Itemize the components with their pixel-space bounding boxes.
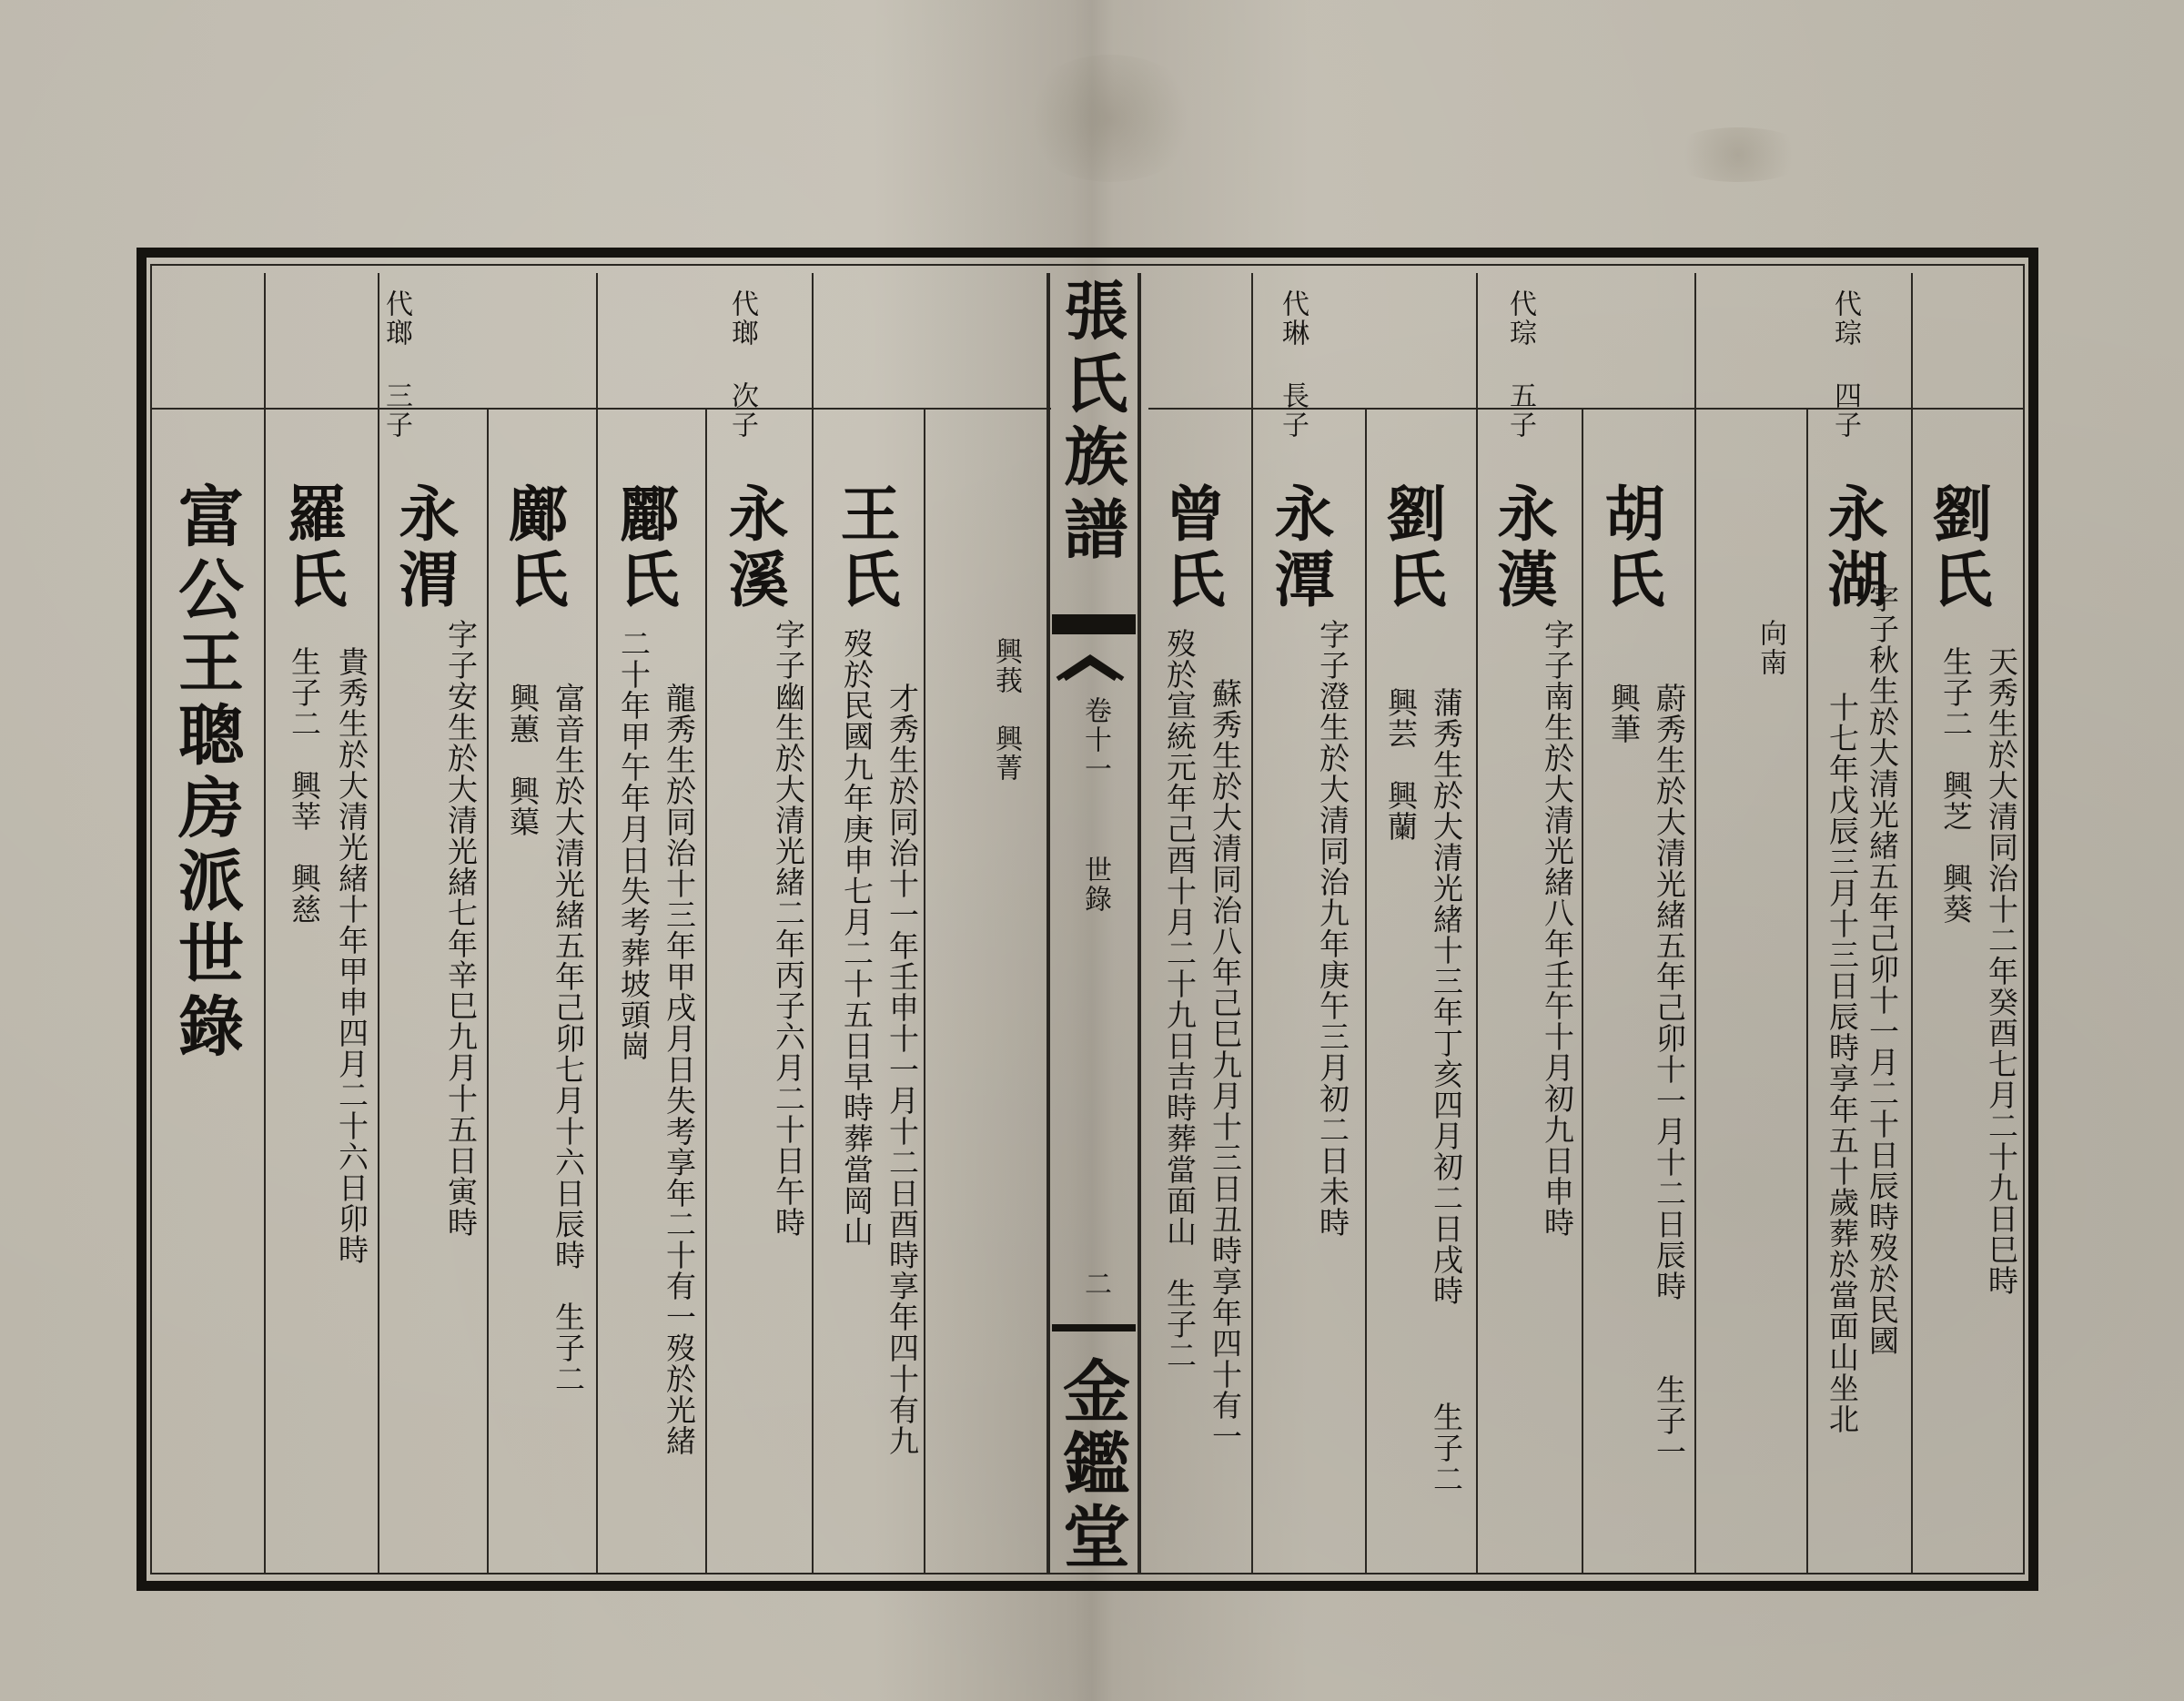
column-line: [487, 410, 489, 1574]
entry-extra: 生子二 興莘 興慈: [287, 646, 322, 925]
entry-name: 劉氏: [1376, 482, 1447, 613]
hall-name: 金鑑堂: [1052, 1356, 1130, 1574]
entry-name: 酈氏: [609, 482, 680, 613]
center-border-left: [1046, 273, 1050, 1574]
column-line: [1694, 273, 1696, 1574]
paper-stain: [1665, 127, 1811, 182]
sons-note: 興莪 興菁: [990, 637, 1022, 783]
entry-sons: 生子二: [1429, 1402, 1464, 1494]
column-line: [1365, 410, 1367, 1574]
entry-text: 字子安生於大清光緒七年辛巳九月十五日寅時: [443, 619, 479, 1238]
entry-sons: 生子一: [1652, 1374, 1687, 1467]
header-label: 代琮 四子: [1829, 289, 1861, 440]
entry-text: 蔚秀生於大清光緒五年己卯十一月十二日辰時: [1652, 683, 1687, 1301]
entry-text: 富音生於大清光緒五年己卯七月十六日辰時 生子二: [551, 683, 586, 1394]
paper-stain: [1019, 55, 1201, 182]
entry-text: 字子幽生於大清光緒二年丙子六月二十日午時: [771, 619, 806, 1238]
column-line: [378, 273, 379, 1574]
column-line: [1582, 410, 1583, 1574]
center-band: [1052, 1324, 1136, 1331]
entry-name: 永潭: [1264, 482, 1335, 613]
entry-text: 字子澄生於大清同治九年庚午三月初二日未時: [1315, 619, 1350, 1238]
entry-extra: 歿於宣統元年己酉十月二十九日吉時葬當面山 生子二: [1162, 628, 1198, 1371]
center-band: [1052, 614, 1136, 634]
entry-name: 永漢: [1487, 482, 1558, 613]
entry-note: 向南: [1754, 619, 1786, 677]
column-line: [264, 273, 266, 1574]
column-line: [1476, 273, 1478, 1574]
entry-name: 鄺氏: [498, 482, 569, 613]
entry-name: 永湖: [1817, 482, 1888, 613]
entry-text: 貴秀生於大清光緒十年甲申四月二十六日卯時: [334, 646, 369, 1265]
column-line: [1251, 273, 1253, 1574]
entry-text: 字子秋生於大清光緒五年己卯十一月二十日辰時歿於民國: [1865, 582, 1900, 1356]
entry-text: 蘇秀生於大清同治八年己巳九月十三日丑時享年四十有一: [1208, 678, 1243, 1452]
entry-extra: 十七年戊辰三月十三日辰時享年五十歲葬於當面山坐北: [1825, 692, 1860, 1434]
section-label: 世錄: [1079, 856, 1111, 914]
entry-extra: 生子二 興芝 興葵: [1938, 646, 1974, 925]
header-label: 代琮 五子: [1504, 289, 1536, 440]
header-divider-left: [150, 408, 1051, 410]
entry-text: 蒲秀生於大清光緒十三年丁亥四月初二日戌時: [1429, 687, 1464, 1306]
page-number: 二: [1079, 1270, 1111, 1299]
column-line: [924, 410, 925, 1574]
column-line: [705, 410, 707, 1574]
entry-text: 龍秀生於同治十三年甲戌月日失考享年二十有一歿於光緒: [662, 683, 697, 1456]
entry-extra: 興芸 興蘭: [1383, 687, 1419, 842]
header-label: 代瑯 次子: [726, 289, 758, 440]
entry-extra: 興茟: [1606, 683, 1642, 744]
entry-text: 天秀生於大清同治十二年癸酉七月二十九日巳時: [1984, 646, 2019, 1296]
branch-title: 富公王聰房派世錄: [167, 482, 245, 1065]
header-label: 代琳 長子: [1277, 289, 1309, 440]
entry-name: 王氏: [830, 482, 901, 613]
center-border-right: [1138, 273, 1141, 1574]
entry-name: 羅氏: [277, 482, 348, 613]
header-label: 代瑯 三子: [380, 289, 412, 440]
entry-extra: 二十年甲午年月日失考葬坡頭崗: [616, 628, 652, 1061]
entry-name: 永溪: [718, 482, 789, 613]
column-line: [1911, 273, 1913, 1574]
entry-name: 劉氏: [1922, 482, 1993, 613]
entry-text: 字子南生於大清光緒八年壬午十月初九日申時: [1540, 619, 1575, 1238]
entry-text: 才秀生於同治十一年壬申十一月十二日酉時享年四十有九: [885, 683, 920, 1456]
column-line: [812, 273, 814, 1574]
book-title: 張氏族譜: [1054, 278, 1129, 569]
entry-name: 永渭: [389, 482, 460, 613]
entry-extra: 歿於民國九年庚申七月二十五日早時葬當岡山: [839, 628, 875, 1247]
entry-extra: 興蕙 興蕖: [505, 683, 541, 837]
entry-name: 胡氏: [1594, 482, 1665, 613]
column-line: [1806, 410, 1808, 1574]
column-line: [596, 273, 598, 1574]
entry-name: 曾氏: [1155, 482, 1226, 613]
volume-label: 卷十一: [1079, 696, 1111, 784]
